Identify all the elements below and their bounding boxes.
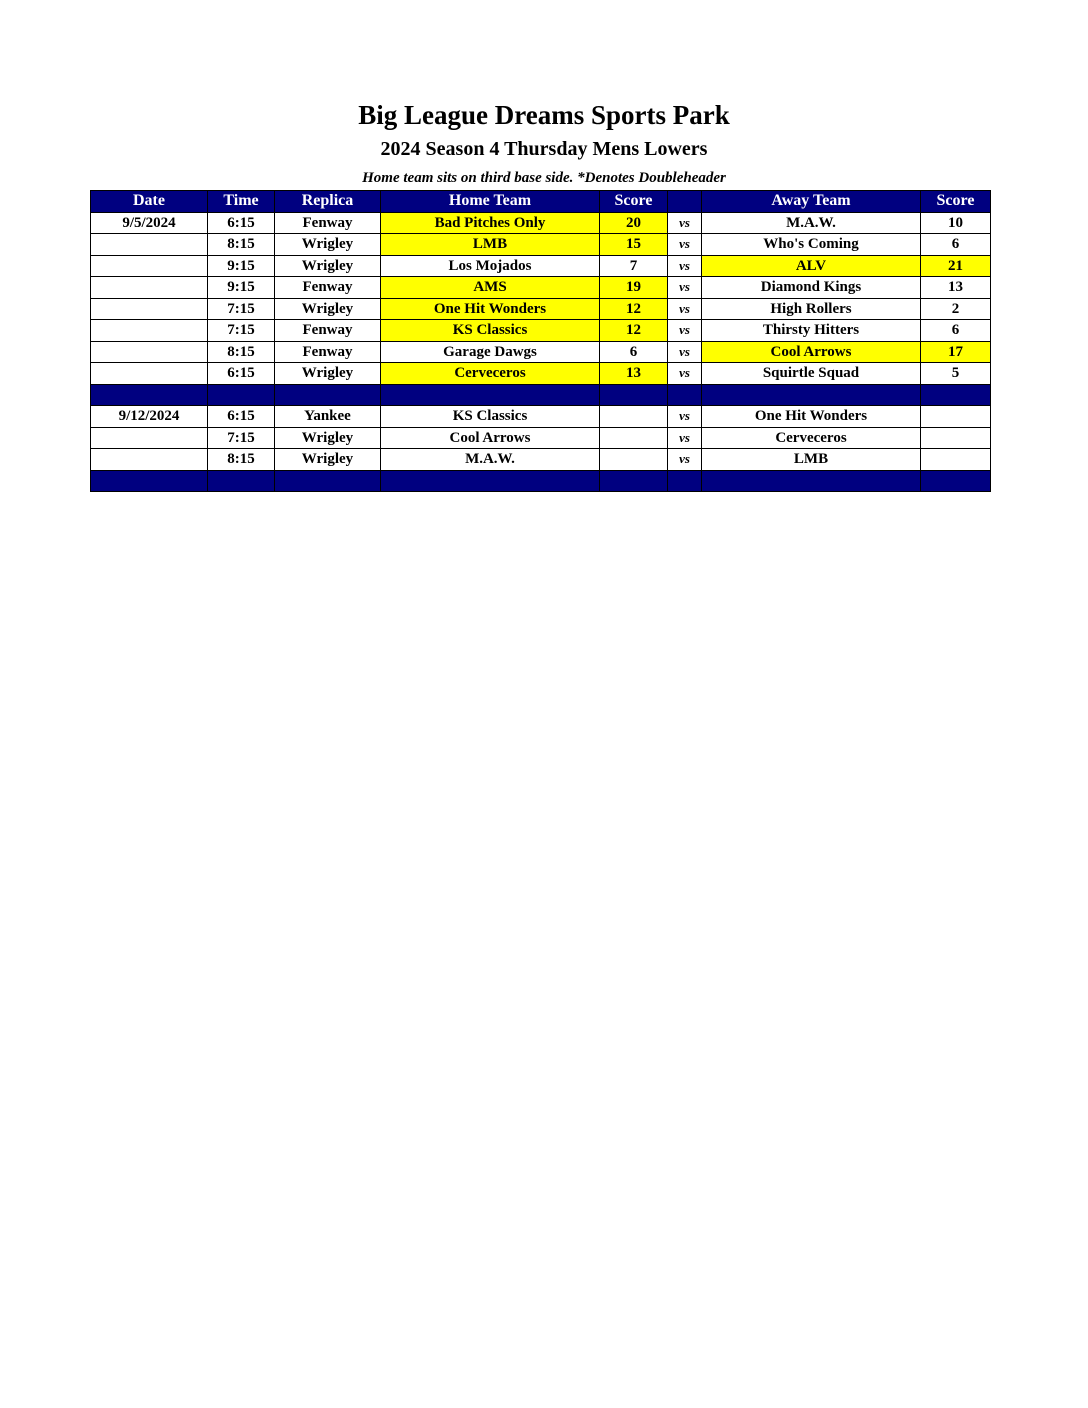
separator-row	[91, 470, 991, 492]
table-row	[91, 320, 991, 342]
separator-cell	[702, 384, 921, 406]
cell-vs: vs	[668, 406, 702, 428]
cell-replica: Wrigley	[275, 363, 381, 385]
separator-cell	[208, 470, 275, 492]
cell-home-team: Bad Pitches Only	[381, 212, 600, 234]
cell-away-team: ALV	[702, 255, 921, 277]
separator-cell	[381, 384, 600, 406]
cell-away-team: LMB	[702, 449, 921, 471]
cell-away-team: Who's Coming	[702, 234, 921, 256]
cell-date	[91, 298, 208, 320]
cell-date	[91, 255, 208, 277]
cell-time: 7:15	[208, 427, 275, 449]
cell-away-score: 21	[921, 255, 991, 277]
cell-replica: Wrigley	[275, 427, 381, 449]
separator-cell	[275, 470, 381, 492]
cell-home-team: One Hit Wonders	[381, 298, 600, 320]
cell-replica: Wrigley	[275, 298, 381, 320]
cell-away-score	[921, 406, 991, 428]
header-vs	[668, 191, 702, 213]
cell-away-team: Squirtle Squad	[702, 363, 921, 385]
cell-away-score	[921, 427, 991, 449]
cell-away-score: 17	[921, 341, 991, 363]
cell-vs: vs	[668, 320, 702, 342]
cell-vs: vs	[668, 341, 702, 363]
cell-home-score: 20	[600, 212, 668, 234]
separator-cell	[91, 384, 208, 406]
separator-cell	[702, 470, 921, 492]
schedule-body	[91, 212, 991, 492]
cell-time: 8:15	[208, 234, 275, 256]
separator-cell	[600, 470, 668, 492]
cell-replica: Wrigley	[275, 449, 381, 471]
cell-home-score	[600, 449, 668, 471]
cell-home-score: 12	[600, 320, 668, 342]
page-subtitle: 2024 Season 4 Thursday Mens Lowers	[380, 138, 708, 160]
cell-away-score: 13	[921, 277, 991, 299]
table-row	[91, 449, 991, 471]
cell-away-team: High Rollers	[702, 298, 921, 320]
cell-date: 9/5/2024	[91, 212, 208, 234]
separator-cell	[208, 384, 275, 406]
cell-time: 9:15	[208, 255, 275, 277]
cell-vs: vs	[668, 212, 702, 234]
cell-home-team: Garage Dawgs	[381, 341, 600, 363]
cell-home-score	[600, 427, 668, 449]
cell-home-team: AMS	[381, 277, 600, 299]
cell-date: 9/12/2024	[91, 406, 208, 428]
cell-away-score: 5	[921, 363, 991, 385]
cell-date	[91, 320, 208, 342]
separator-cell	[381, 470, 600, 492]
header-away-team: Away Team	[702, 191, 921, 213]
cell-replica: Wrigley	[275, 255, 381, 277]
cell-date	[91, 341, 208, 363]
table-row	[91, 277, 991, 299]
cell-home-team: Cerveceros	[381, 363, 600, 385]
cell-time: 7:15	[208, 320, 275, 342]
cell-date	[91, 427, 208, 449]
cell-home-score: 15	[600, 234, 668, 256]
cell-vs: vs	[668, 298, 702, 320]
cell-replica: Fenway	[275, 341, 381, 363]
page-title: Big League Dreams Sports Park	[358, 100, 730, 130]
cell-vs: vs	[668, 277, 702, 299]
cell-date	[91, 277, 208, 299]
cell-time: 6:15	[208, 212, 275, 234]
cell-replica: Fenway	[275, 212, 381, 234]
cell-away-team: Thirsty Hitters	[702, 320, 921, 342]
cell-time: 6:15	[208, 363, 275, 385]
cell-home-team: LMB	[381, 234, 600, 256]
header-away-score: Score	[921, 191, 991, 213]
header-home-score: Score	[600, 191, 668, 213]
cell-date	[91, 449, 208, 471]
cell-time: 8:15	[208, 341, 275, 363]
cell-vs: vs	[668, 255, 702, 277]
cell-date	[91, 363, 208, 385]
header-row	[91, 191, 991, 213]
cell-time: 8:15	[208, 449, 275, 471]
cell-away-score: 2	[921, 298, 991, 320]
cell-home-score: 19	[600, 277, 668, 299]
cell-replica: Fenway	[275, 277, 381, 299]
cell-replica: Fenway	[275, 320, 381, 342]
cell-home-team: Los Mojados	[381, 255, 600, 277]
cell-home-score: 13	[600, 363, 668, 385]
separator-cell	[91, 470, 208, 492]
table-row	[91, 298, 991, 320]
cell-home-score: 7	[600, 255, 668, 277]
header-time: Time	[208, 191, 275, 213]
cell-home-team: KS Classics	[381, 320, 600, 342]
separator-cell	[600, 384, 668, 406]
cell-away-team: One Hit Wonders	[702, 406, 921, 428]
table-row	[91, 212, 991, 234]
separator-cell	[668, 470, 702, 492]
cell-time: 7:15	[208, 298, 275, 320]
cell-vs: vs	[668, 427, 702, 449]
cell-away-team: Cool Arrows	[702, 341, 921, 363]
cell-home-team: M.A.W.	[381, 449, 600, 471]
table-row	[91, 427, 991, 449]
table-row	[91, 255, 991, 277]
header-replica: Replica	[275, 191, 381, 213]
table-row	[91, 341, 991, 363]
cell-away-score: 6	[921, 234, 991, 256]
schedule-note: Home team sits on third base side. *Denotes Doubleheader	[362, 170, 726, 186]
cell-home-score	[600, 406, 668, 428]
cell-vs: vs	[668, 449, 702, 471]
schedule-table	[90, 190, 991, 492]
cell-vs: vs	[668, 234, 702, 256]
cell-away-score	[921, 449, 991, 471]
separator-cell	[921, 384, 991, 406]
cell-away-team: M.A.W.	[702, 212, 921, 234]
cell-vs: vs	[668, 363, 702, 385]
cell-away-team: Cerveceros	[702, 427, 921, 449]
separator-row	[91, 384, 991, 406]
cell-away-team: Diamond Kings	[702, 277, 921, 299]
table-row	[91, 234, 991, 256]
cell-time: 6:15	[208, 406, 275, 428]
cell-date	[91, 234, 208, 256]
table-row	[91, 363, 991, 385]
cell-home-team: KS Classics	[381, 406, 600, 428]
header-date: Date	[91, 191, 208, 213]
cell-away-score: 10	[921, 212, 991, 234]
separator-cell	[921, 470, 991, 492]
cell-time: 9:15	[208, 277, 275, 299]
cell-replica: Wrigley	[275, 234, 381, 256]
table-row	[91, 406, 991, 428]
separator-cell	[275, 384, 381, 406]
cell-home-score: 6	[600, 341, 668, 363]
cell-replica: Yankee	[275, 406, 381, 428]
cell-away-score: 6	[921, 320, 991, 342]
cell-home-team: Cool Arrows	[381, 427, 600, 449]
header-home-team: Home Team	[381, 191, 600, 213]
separator-cell	[668, 384, 702, 406]
cell-home-score: 12	[600, 298, 668, 320]
